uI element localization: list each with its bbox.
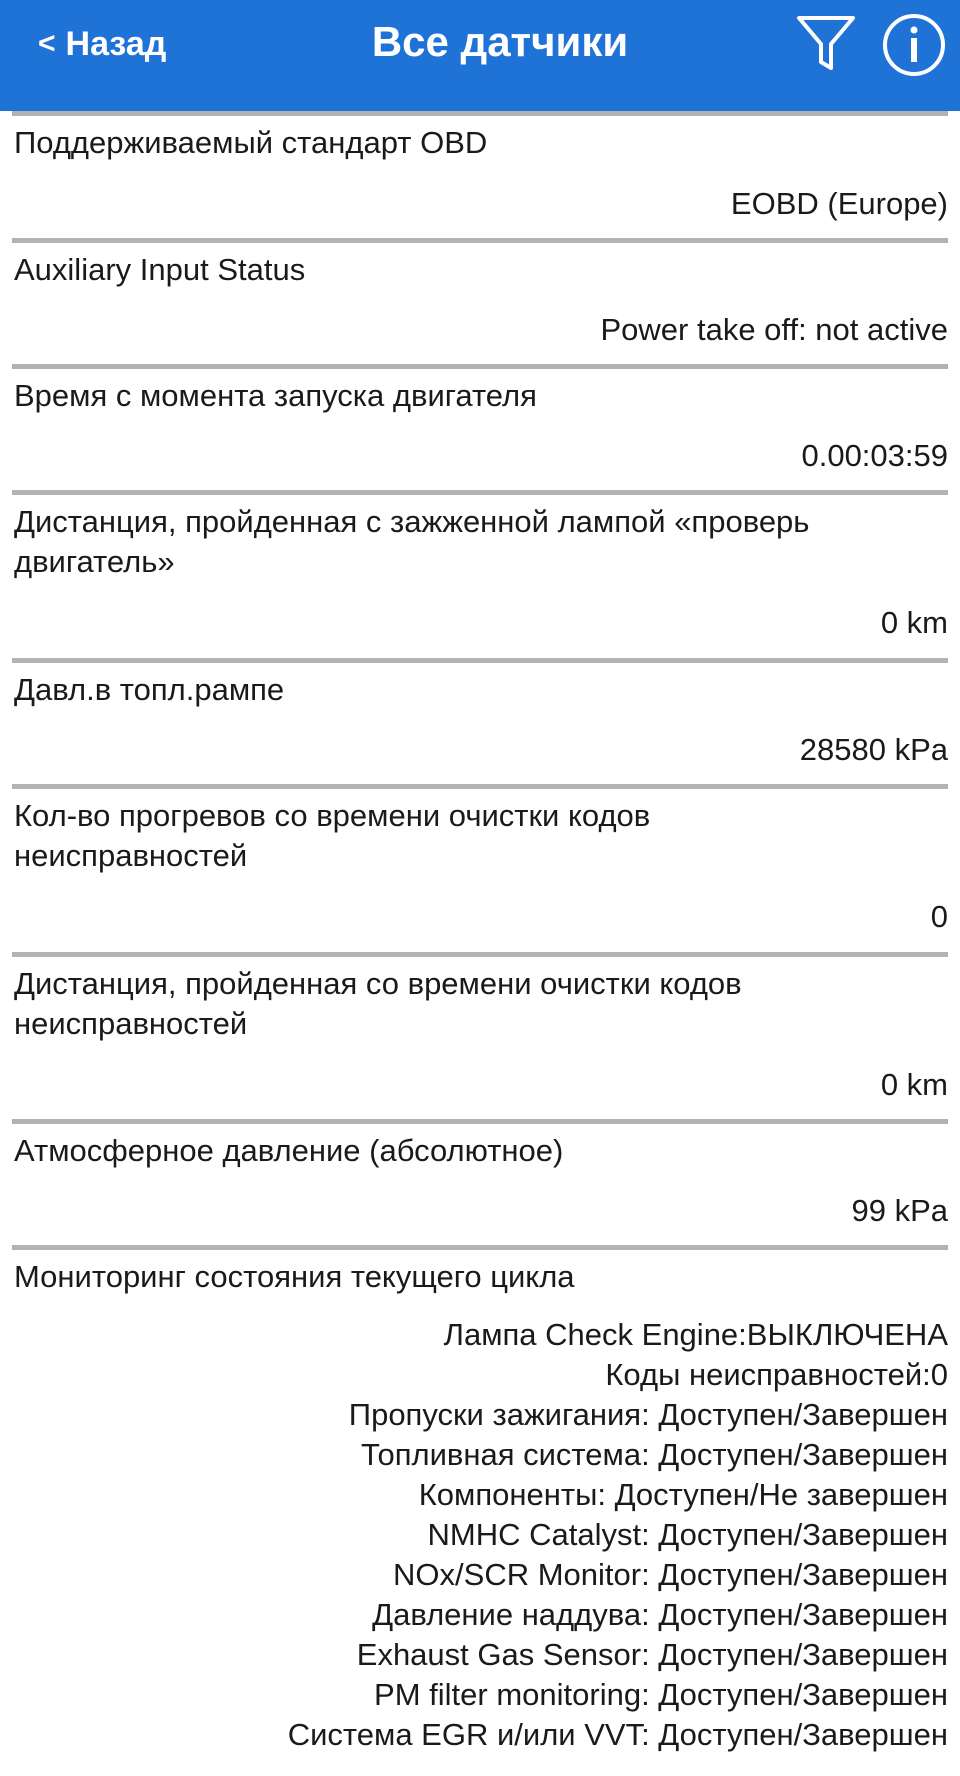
item-value: 28580 kPa (799, 732, 948, 767)
divider (12, 111, 948, 116)
back-button[interactable] (38, 22, 166, 66)
item-value: 0.00:03:59 (801, 438, 948, 473)
item-value: 0 km (880, 1067, 948, 1102)
item-label-line2: двигатель» (14, 544, 175, 579)
page-title: Все датчики (371, 18, 629, 65)
item-label-line1: Дистанция, пройденная со времени очистки кодов (14, 966, 742, 1001)
monitor-line: Коды неисправностей:0 (605, 1357, 948, 1392)
chevron-left-icon: < (38, 27, 56, 60)
item-value: 0 km (880, 605, 948, 640)
monitor-line: Давление наддува: Доступен/Завершен (372, 1597, 948, 1632)
monitor-status-lines (48, 1315, 948, 1755)
item-label-line2: неисправностей (14, 838, 248, 873)
monitor-line: NOx/SCR Monitor: Доступен/Завершен (393, 1557, 948, 1592)
divider (12, 1245, 948, 1250)
filter-button[interactable] (795, 12, 857, 74)
item-label-line1: Кол-во прогревов со времени очистки кодов (14, 798, 651, 833)
divider (12, 238, 948, 243)
item-label: Мониторинг состояния текущего цикла (14, 1259, 575, 1294)
divider (12, 1119, 948, 1124)
filter-funnel-icon (795, 12, 857, 74)
item-label: Давл.в топл.рампе (14, 672, 285, 707)
monitor-line: Пропуски зажигания: Доступен/Завершен (348, 1397, 948, 1432)
divider (12, 364, 948, 369)
item-label-line1: Дистанция, пройденная с зажженной лампой «проверь (14, 504, 810, 539)
divider (12, 658, 948, 663)
divider (12, 784, 948, 789)
monitor-line: PM filter monitoring: Доступен/Завершен (374, 1677, 948, 1712)
item-label: Время с момента запуска двигателя (14, 378, 537, 413)
monitor-line: Компоненты: Доступен/Не завершен (418, 1477, 948, 1512)
info-button[interactable] (881, 12, 947, 78)
divider (12, 952, 948, 957)
item-value: Power take off: not active (600, 312, 948, 347)
info-circle-icon (881, 12, 947, 78)
back-label: Назад (65, 24, 167, 63)
monitor-line: Exhaust Gas Sensor: Доступен/Завершен (356, 1637, 948, 1672)
item-value: 99 kPa (851, 1193, 948, 1228)
monitor-line: Топливная система: Доступен/Завершен (360, 1437, 948, 1472)
top-app-bar (0, 0, 960, 111)
monitor-line: NMHC Catalyst: Доступен/Завершен (427, 1517, 948, 1552)
monitor-line: Лампа Check Engine:ВЫКЛЮЧЕНА (443, 1317, 948, 1352)
monitor-line: Система EGR и/или VVT: Доступен/Завершен (287, 1717, 948, 1752)
item-label: Auxiliary Input Status (14, 252, 306, 287)
item-value: 0 (930, 899, 948, 934)
item-label-line2: неисправностей (14, 1006, 248, 1041)
divider (12, 490, 948, 495)
item-label: Поддерживаемый стандарт OBD (14, 125, 488, 160)
item-label: Атмосферное давление (абсолютное) (14, 1133, 564, 1168)
item-value: EOBD (Europe) (730, 186, 948, 221)
